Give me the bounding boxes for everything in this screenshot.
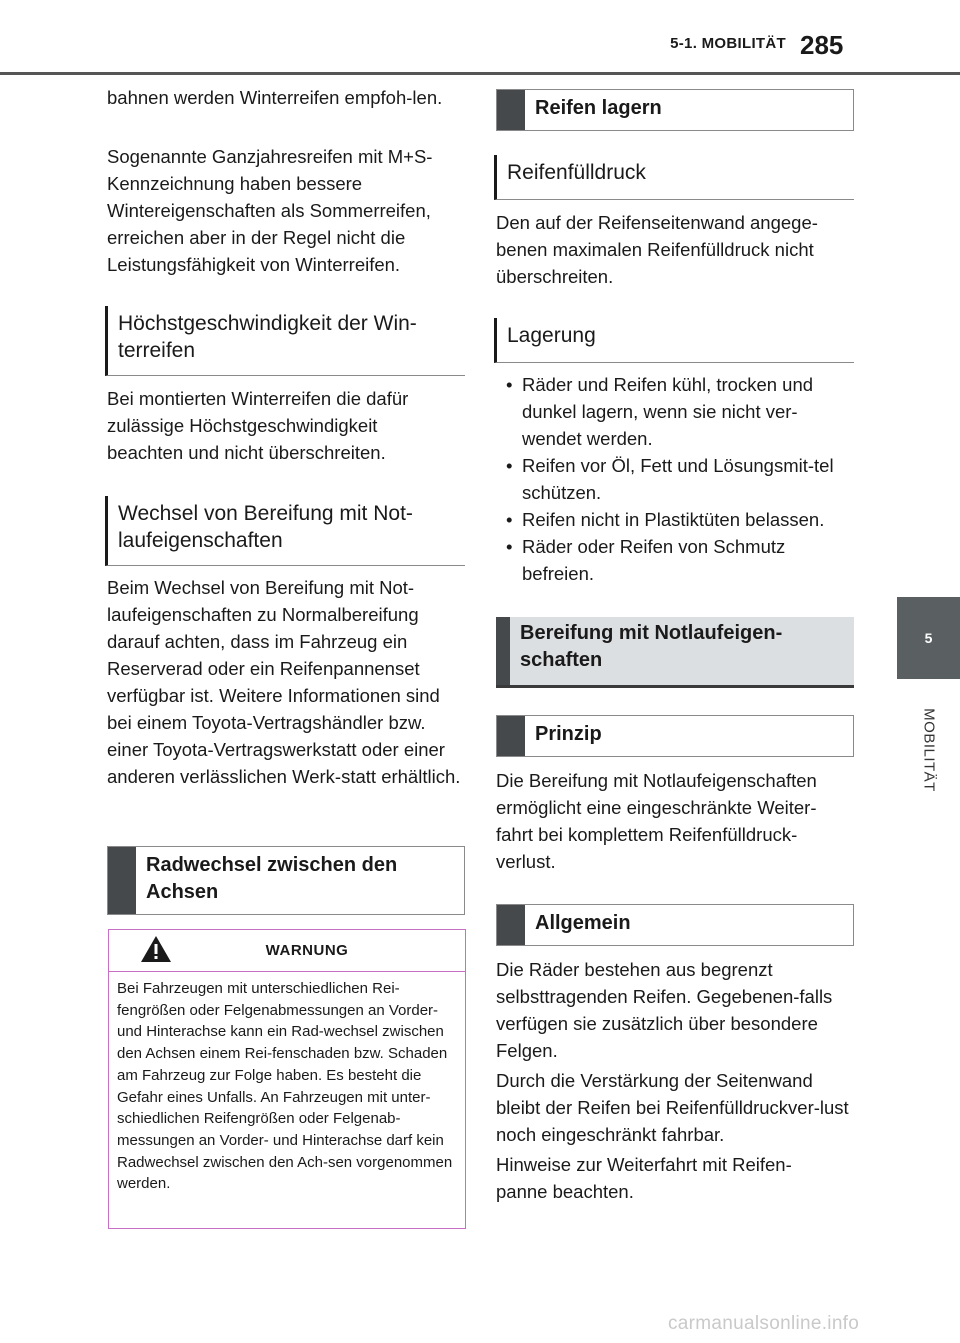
- warning-text: Bei Fahrzeugen mit unterschiedlichen Rei-fengrößen oder Felgenabmessungen an Vorder- und Hinterachse kann ein Rad-wechsel zwischen den Achsen einem Rei-fenschaden bzw. Schaden am Fahrzeug zur Folge haben. Es besteht die Gefahr eines Unfalls. An Fahrzeugen mit unter-schiedlichen Reifengrößen oder Felgenab-messungen an Vorder- und Hinterachse darf kein Radwechsel zwischen den Ach-sen vorgenommen werden.: [117, 980, 453, 1193]
- heading-bar: [497, 90, 525, 130]
- section-title: 5-1. MOBILITÄT: [670, 35, 786, 52]
- heading-text: Radwechsel zwischen den Achsen: [146, 854, 398, 903]
- boxed-heading: [496, 715, 854, 757]
- subheading-text: Wechsel von Bereifung mit Not-laufeigenschaften: [118, 502, 413, 552]
- heading-bar: [497, 716, 525, 756]
- paragraph: Den auf der Reifenseitenwand angege-benen maximalen Reifenfülldruck nicht überschreiten.: [496, 212, 818, 287]
- page-number: 285: [800, 30, 844, 60]
- warning-title: WARNUNG: [265, 942, 349, 959]
- subheading-text: Lagerung: [507, 324, 596, 347]
- paragraph: Bei montierten Winterreifen die dafür zulässige Höchstgeschwindigkeit beachten und nicht überschreiten.: [107, 388, 409, 463]
- list-item: • Räder und Reifen kühl, trocken und dunkel lagern, wenn sie nicht ver-wendet werden.: [496, 371, 848, 452]
- boxed-heading: [107, 846, 465, 915]
- subheading: [105, 306, 465, 376]
- paragraph: Durch die Verstärkung der Seitenwand bleibt der Reifen bei Reifenfülldruckver-lust noch eingeschränkt fahrbar.: [496, 1070, 849, 1145]
- list-item: • Reifen nicht in Plastiktüten belassen.: [496, 506, 848, 533]
- heading-text: Allgemein: [535, 912, 631, 934]
- heading-bar: [108, 847, 136, 914]
- subheading: [494, 155, 854, 200]
- header-rule: [0, 72, 960, 75]
- boxed-heading: [496, 904, 854, 946]
- chapter-number: 5: [924, 630, 933, 646]
- heading-text: Bereifung mit Notlaufeigen-schaften: [520, 622, 783, 671]
- heading-bar: [497, 905, 525, 945]
- paragraph: Sogenannte Ganzjahresreifen mit M+S-Kennzeichnung haben bessere Wintereigenschaften als Sommerreifen, erreichen aber in der Regel nicht die Leistungsfähigkeit von Winterreifen.: [107, 146, 433, 275]
- list-item: • Reifen vor Öl, Fett und Lösungsmit-tel schützen.: [496, 452, 848, 506]
- warning-box: [108, 929, 466, 1229]
- chapter-label-box: [897, 690, 960, 810]
- chapter-label: MOBILITÄT: [920, 708, 937, 792]
- paragraph: bahnen werden Winterreifen empfoh-len.: [107, 87, 443, 108]
- heading-bar: [496, 617, 510, 685]
- bullet-list: [496, 371, 848, 587]
- boxed-heading: [496, 89, 854, 131]
- chapter-tab[interactable]: [897, 597, 960, 679]
- subheading: [494, 318, 854, 363]
- subheading-text: Reifenfülldruck: [507, 161, 646, 184]
- paragraph: Hinweise zur Weiterfahrt mit Reifen-panne beachten.: [496, 1154, 792, 1202]
- paragraph: Beim Wechsel von Bereifung mit Not-laufeigenschaften zu Normalbereifung darauf achten, dass im Fahrzeug ein Reserverad oder ein Reifenpannenset verfügbar ist. Weitere Informationen sind bei einem Toyota-Vertragshändler bzw. einer Toyota-Vertragswerkstatt oder einer anderen verlässlichen Werk-statt erhältlich.: [107, 577, 461, 787]
- watermark: carmanualsonline.info: [668, 1313, 860, 1334]
- subheading-text: Höchstgeschwindigkeit der Win-terreifen: [118, 312, 417, 362]
- list-item: • Räder oder Reifen von Schmutz befreien.: [496, 533, 848, 587]
- heading-text: Reifen lagern: [535, 97, 662, 119]
- subheading: [105, 496, 465, 566]
- paragraph: Die Räder bestehen aus begrenzt selbsttragenden Reifen. Gegebenen-falls verfügen sie zusätzlich über besondere Felgen.: [496, 959, 833, 1061]
- warning-header: [109, 930, 465, 972]
- paragraph: Die Bereifung mit Notlaufeigenschaften ermöglicht eine eingeschränkte Weiter-fahrt bei komplettem Reifenfülldruck-verlust.: [496, 770, 817, 872]
- section-heading: [496, 617, 854, 688]
- warning-triangle-icon: [139, 934, 173, 964]
- heading-text: Prinzip: [535, 723, 602, 745]
